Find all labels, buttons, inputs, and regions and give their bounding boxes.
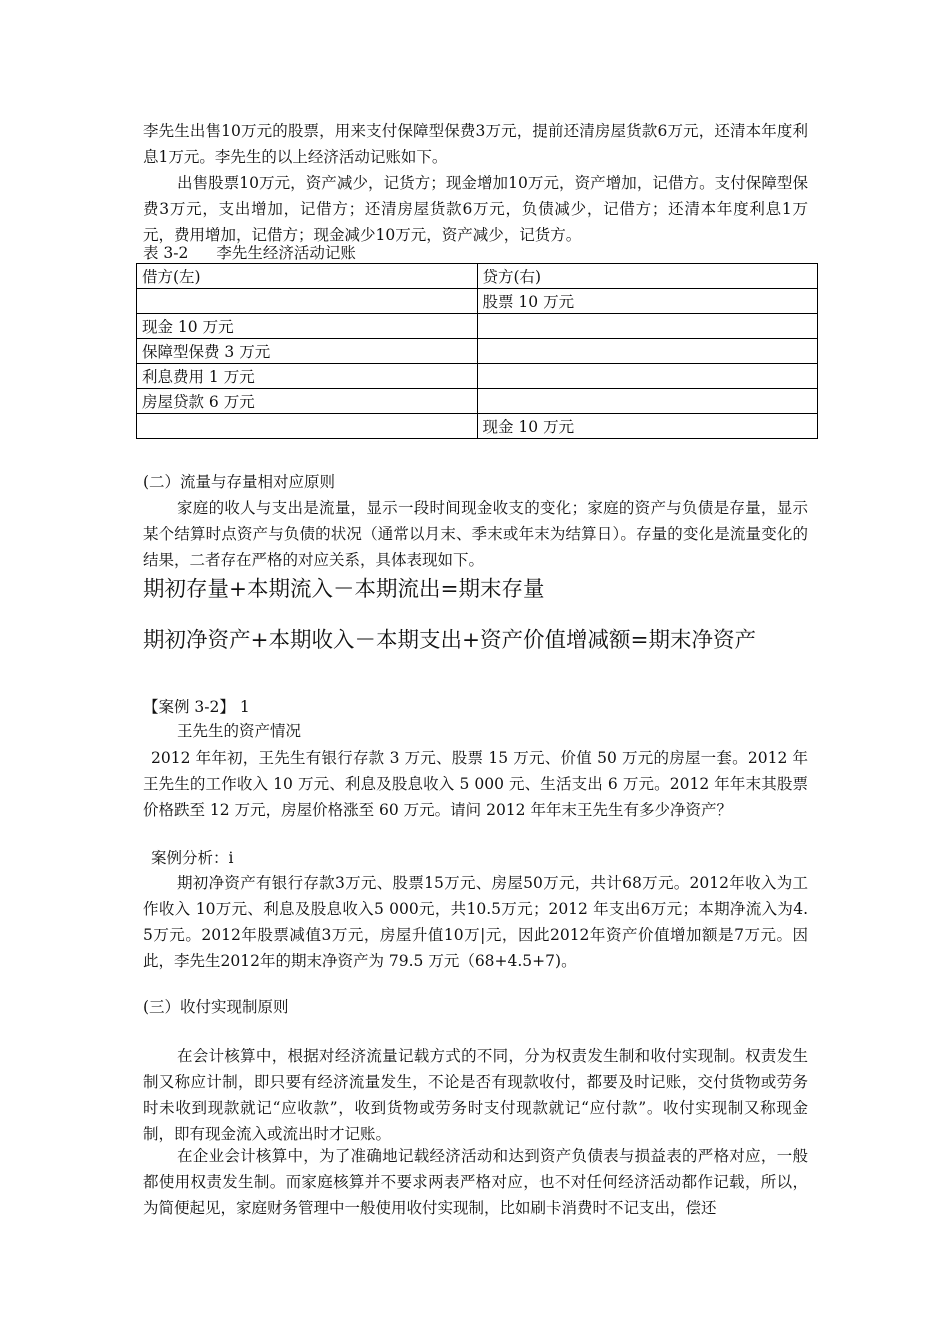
formula-net-assets: 期初净资产+本期收入－本期支出+资产价值增减额=期末净资产 xyxy=(143,628,757,653)
table-row xyxy=(137,289,818,314)
debit-cell: 保障型保费 3 万元 xyxy=(137,339,478,364)
ledger-table xyxy=(136,263,818,439)
table-row xyxy=(137,364,818,389)
section-3-heading: (三）收付实现制原则 xyxy=(143,998,289,1016)
case-subtitle: 王先生的资产情况 xyxy=(177,722,302,740)
analysis-label: 案例分析：i xyxy=(151,849,234,867)
case-paragraph: 2012 年年初，王先生有银行存款 3 万元、股票 15 万元、价值 50 万元的房屋一套。2012 年王先生的工作收入 10 万元、利息及股息收入 5 000 元、生活支出 6 万元。2012 年年末其股票价格跌至 12 万元，房屋价格涨至 60 万元。请问 2012 年年末王先生有多少净资产？ xyxy=(143,749,808,819)
debit-cell: 现金 10 万元 xyxy=(137,314,478,339)
debit-cell xyxy=(137,414,478,439)
credit-cell xyxy=(477,389,818,414)
paragraph-intro: 李先生出售10万元的股票，用来支付保障型保费3万元，提前还清房屋货款6万元，还清本年度利息1万元。李先生的以上经济活动记账如下。 xyxy=(143,122,808,166)
debit-cell: 房屋贷款 6 万元 xyxy=(137,389,478,414)
table-row xyxy=(137,339,818,364)
credit-cell xyxy=(477,314,818,339)
table-caption-title: 李先生经济活动记账 xyxy=(216,244,356,262)
section-2-paragraph: 家庭的收人与支出是流量，显示一段时间现金收支的变化；家庭的资产与负债是存量，显示某个结算时点资产与负债的状况（通常以月末、季末或年末为结算日）。存量的变化是流量变化的结果，二者存在严格的对应关系，具体表现如下。 xyxy=(143,499,808,569)
credit-cell xyxy=(477,364,818,389)
table-caption-number: 表 3-2 xyxy=(143,244,189,262)
debit-cell xyxy=(137,289,478,314)
table-caption xyxy=(143,243,356,263)
credit-cell: 现金 10 万元 xyxy=(477,414,818,439)
section-2-heading: (二）流量与存量相对应原则 xyxy=(143,473,336,491)
table-row xyxy=(137,314,818,339)
header-credit: 贷方(右) xyxy=(477,264,818,289)
paragraph-ledger-explanation: 出售股票10万元，资产减少，记货方；现金增加10万元，资产增加，记借方。支付保障型保费3万元，支出增加，记借方；还清房屋货款6万元，负债减少，记借方；还清本年度利息1万元，费用增加，记借方；现金减少10万元，资产减少，记货方。 xyxy=(143,174,808,244)
formula-stock-flow: 期初存量+本期流入－本期流出=期末存量 xyxy=(143,577,545,602)
section-3-paragraph-2: 在企业会计核算中，为了准确地记载经济活动和达到资产负债表与损益表的严格对应，一般都使用权责发生制。而家庭核算并不要求两表严格对应，也不对任何经济活动都作记载，所以，为简便起见，家庭财务管理中一般使用收付实现制，比如刷卡消费时不记支出，偿还 xyxy=(143,1147,808,1217)
table-row xyxy=(137,389,818,414)
header-debit: 借方(左) xyxy=(137,264,478,289)
credit-cell: 股票 10 万元 xyxy=(477,289,818,314)
credit-cell xyxy=(477,339,818,364)
table-row xyxy=(137,414,818,439)
case-label: 【案例 3-2】 1 xyxy=(143,698,250,716)
debit-cell: 利息费用 1 万元 xyxy=(137,364,478,389)
table-header-row xyxy=(137,264,818,289)
section-3-paragraph-1: 在会计核算中，根据对经济流量记载方式的不同，分为权责发生制和收付实现制。权责发生制又称应计制，即只要有经济流量发生，不论是否有现款收付，都要及时记账，交付货物或劳务时未收到现款就记“应收款”，收到货物或劳务时支付现款就记“应付款”。收付实现制又称现金制，即有现金流入或流出时才记账。 xyxy=(143,1047,808,1143)
analysis-paragraph: 期初净资产有银行存款3万元、股票15万元、房屋50万元，共计68万元。2012年收入为工作收入 10万元、利息及股息收入5 000元，共10.5万元；2012 年支出6万元；本期净流入为4. 5万元。2012年股票减值3万元，房屋升值10万|元，因此2012年资产价值增加额是7万元。因此，李先生2012年的期末净资产为 79.5 万元（68+4.5+7)。 xyxy=(143,874,808,970)
